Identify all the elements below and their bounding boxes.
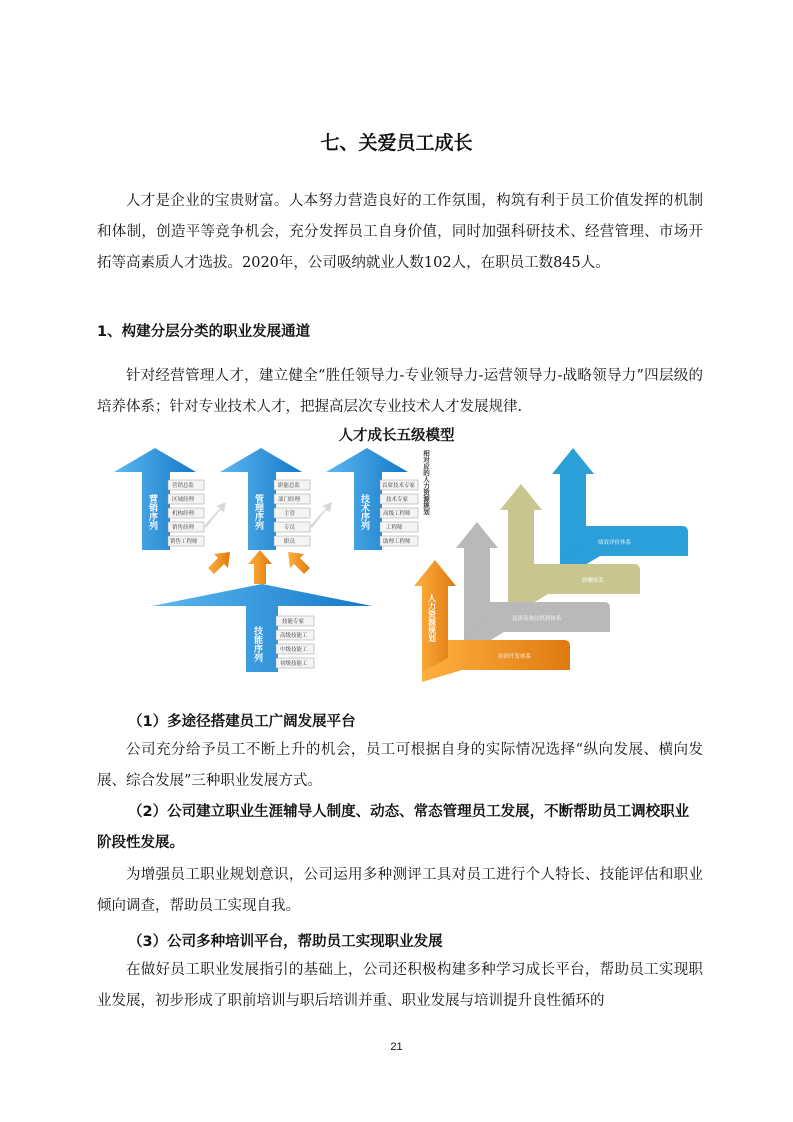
svg-text:绩效评价体系: 绩效评价体系 bbox=[598, 540, 632, 546]
svg-text:工程师: 工程师 bbox=[386, 525, 403, 531]
talent-model-figure bbox=[112, 446, 692, 682]
management-label: 管理序列 bbox=[253, 494, 263, 530]
svg-text:培训开发体系: 培训开发体系 bbox=[498, 654, 532, 660]
sub1-body: 公司充分给予员工不断上升的机会，员工可根据自身的实际情况选择“纵向发展、横向发展、综合发展”三种职业发展方式。 bbox=[97, 742, 703, 789]
hr-planning-label: 人力资源规划 bbox=[427, 594, 437, 642]
sub1-heading: （1）多途径搭建员工广阔发展平台 bbox=[128, 714, 356, 730]
svg-text:高级工程师: 高级工程师 bbox=[383, 511, 411, 517]
marketing-label: 营销序列 bbox=[147, 494, 157, 530]
svg-text:首席技术专家: 首席技术专家 bbox=[382, 483, 416, 489]
svg-text:销售工程师: 销售工程师 bbox=[170, 539, 198, 545]
svg-text:机构经理: 机构经理 bbox=[172, 511, 195, 517]
section-body: 针对经营管理人才，建立健全“胜任领导力-专业领导力-运营领导力-战略领导力”四层级的培养体系；针对专业技术人才，把握高层次专业技术人才发展规律. bbox=[97, 368, 703, 415]
svg-text:选拔及淘汰机制体系: 选拔及淘汰机制体系 bbox=[512, 616, 562, 622]
svg-text:助理工程师: 助理工程师 bbox=[383, 539, 411, 545]
figure-caption: 人才成长五级模型 bbox=[338, 428, 455, 444]
svg-text:技能专家: 技能专家 bbox=[282, 619, 305, 625]
sub3-body: 在做好员工职业发展指引的基础上，公司还积极构建多种学习成长平台，帮助员工实现职业发展，初步形成了职前培训与职后培训并重、职业发展与培训提升良性循环的 bbox=[97, 962, 703, 1009]
svg-text:职能总监: 职能总监 bbox=[278, 483, 301, 489]
orange-arrows bbox=[208, 550, 310, 584]
svg-text:技术专家: 技术专家 bbox=[386, 497, 409, 503]
side-label: 相对应的人力资源规划 bbox=[422, 450, 430, 515]
intro-paragraph: 人才是企业的宝贵财富。人本努力营造良好的工作氛围，构筑有利于员工价值发挥的机制和体制，创造平等竞争机会，充分发挥员工自身价值，同时加强科研技术、经营管理、市场开拓等高素质人才选拔。2020年，公司吸纳就业人数102人，在职员工数845人。 bbox=[97, 193, 703, 271]
sub2-heading: （2）公司建立职业生涯辅导人制度、动态、常态管理员工发展，不断帮助员工调校职业阶段性发展。 bbox=[97, 804, 690, 851]
svg-text:区域经理: 区域经理 bbox=[172, 497, 195, 503]
management-items bbox=[274, 480, 310, 546]
skill-label: 技能序列 bbox=[252, 626, 262, 662]
svg-text:中级技能工: 中级技能工 bbox=[280, 647, 308, 653]
svg-text:专员: 专员 bbox=[284, 525, 296, 531]
page-number: 21 bbox=[390, 1041, 403, 1053]
sub3-heading: （3）公司多种培训平台，帮助员工实现职业发展 bbox=[128, 934, 443, 950]
svg-text:销售经理: 销售经理 bbox=[172, 525, 195, 531]
sub2-body: 为增强员工职业规划意识，公司运用多种测评工具对员工进行个人特长、技能评估和职业倾向调查，帮助员工实现自我。 bbox=[97, 867, 703, 914]
technical-items bbox=[380, 480, 418, 546]
page-title: 七、关爱员工成长 bbox=[320, 132, 473, 154]
svg-text:高级技能工: 高级技能工 bbox=[280, 633, 308, 639]
skill-arrow bbox=[152, 584, 372, 672]
staircase-model bbox=[414, 448, 688, 682]
marketing-items bbox=[168, 480, 204, 546]
svg-text:职员: 职员 bbox=[284, 539, 296, 545]
svg-text:初级技能工: 初级技能工 bbox=[280, 661, 308, 667]
skill-items bbox=[276, 616, 314, 668]
technical-label: 技术序列 bbox=[359, 494, 369, 530]
svg-text:薪酬体系: 薪酬体系 bbox=[582, 578, 605, 584]
section-heading: 1、构建分层分类的职业发展通道 bbox=[97, 324, 311, 340]
svg-text:部门经理: 部门经理 bbox=[278, 497, 301, 503]
svg-text:主管: 主管 bbox=[284, 511, 296, 517]
svg-text:营销总监: 营销总监 bbox=[172, 483, 195, 489]
